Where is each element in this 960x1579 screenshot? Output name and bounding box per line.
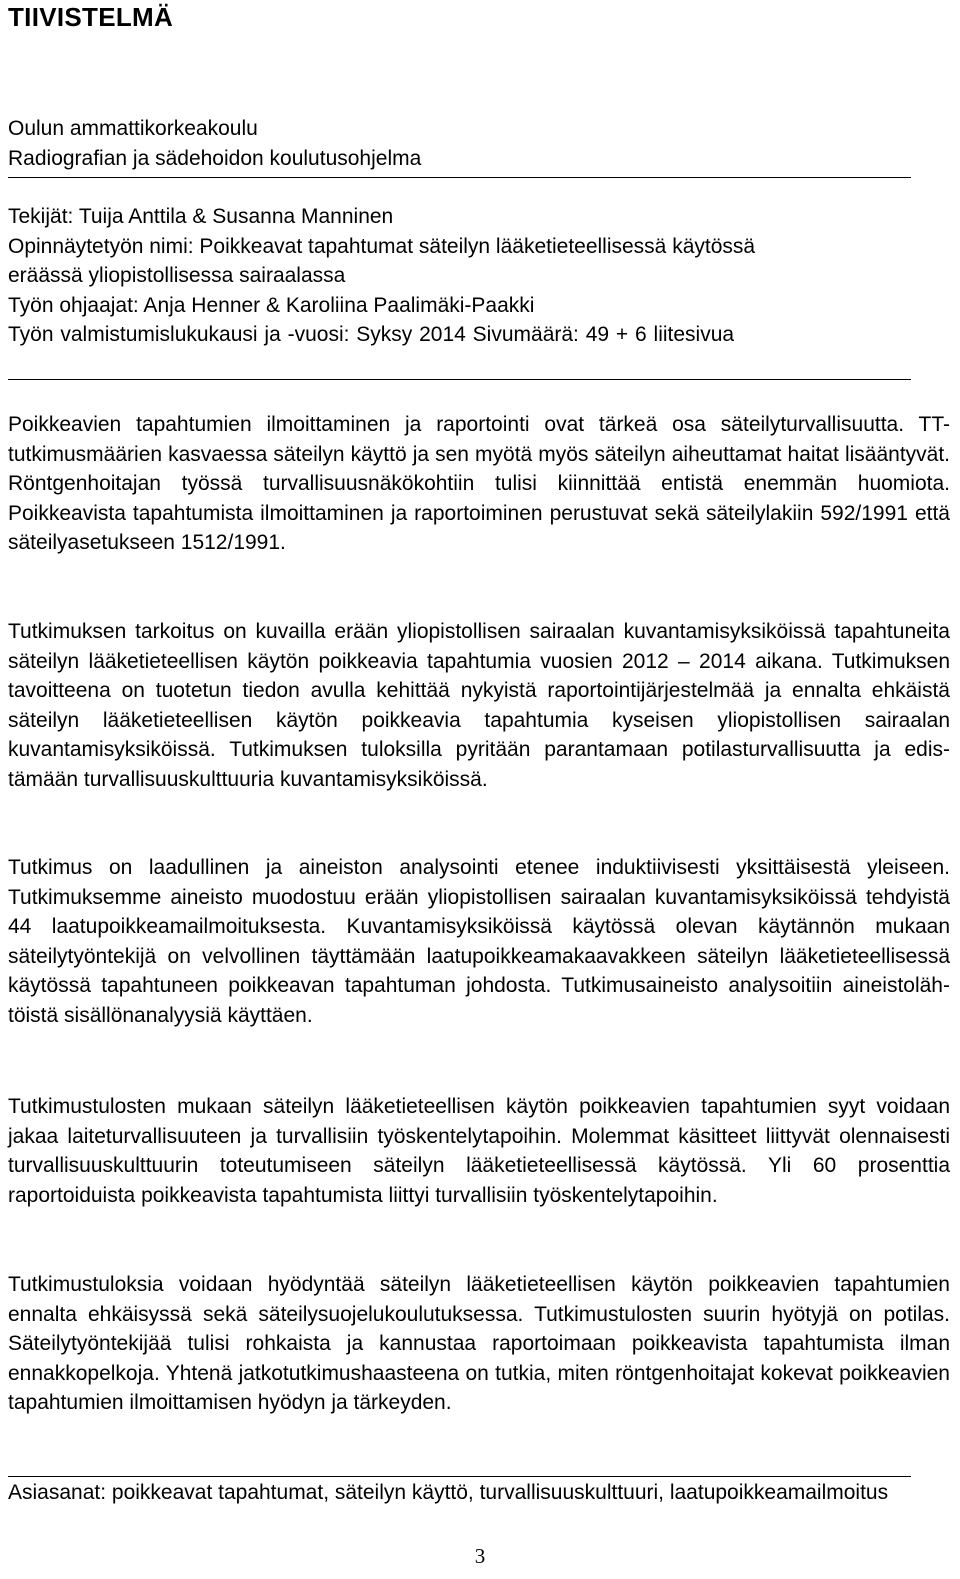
divider-top [8,177,911,178]
keywords: Asiasanat: poikkeavat tapahtumat, säteilyn käyttö, turvallisuuskulttuuri, laatupoikkeamailmoitus [8,1481,889,1504]
degree-programme: Radiografian ja sädehoidon koulutusohjelma [8,146,422,170]
abstract-paragraph-1: Poikkeavien tapahtumien ilmoittaminen ja raportointi ovat tärkeä osa säteilyturvallisuutta. TT-tutkimusmäärien kasvaessa säteilyn käyttö ja sen myötä myös säteilyn aiheuttamat haitat lisääntyvät. Röntgenhoitajan työssä turvallisuusnäkökohtiin tulisi kiinnittää entistä enemmän huomiota. Poikkeavista tapahtumista ilmoittaminen ja raportoiminen perustuvat sekä säteilylakiin 592/1991 että säteilyasetukseen 1512/1991. [8,413,950,554]
thesis-title-line-2: eräässä yliopistollisessa sairaalassa [8,264,346,287]
abstract-paragraph-4: Tutkimustulosten mukaan säteilyn lääketieteellisen käytön poikkeavien tapahtumien syyt voidaan jakaa laiteturvallisuuteen ja turvallisiin työskentelytapoihin. Molemmat käsitteet liittyvät olennaisesti turvallisuuskulttuurin toteutumiseen säteilyn lääketieteellisessä käytössä. Yli 60 prosenttia raportoiduista poikkeavista tapahtumista liittyi turvallisiin työskentelytapoihin. [8,1095,950,1207]
abstract-paragraph-5: Tutkimustuloksia voidaan hyödyntää säteilyn lääketieteellisen käytön poikkeavien tapahtumien ennalta ehkäisyssä sekä säteilysuojelukoulutuksessa. Tutkimustulosten suurin hyötyjä on potilas. Säteilytyöntekijää tulisi rohkaista ja kannustaa raportoimaan poikkeavista tapahtumista ilman ennakkopelkoja. Yhtenä jatkotutkimushaasteena on tutkia, miten röntgenhoitajat kokevat poikkeavien tapahtumien ilmoittamisen hyödyn ja tärkeyden. [8,1273,950,1414]
authors-line: Tekijät: Tuija Anttila & Susanna Manninen [8,205,394,228]
page-heading: TIIVISTELMÄ [8,2,174,32]
abstract-paragraph-2: Tutkimuksen tarkoitus on kuvailla erään yliopistollisen sairaalan kuvantamisyksiköissä tapahtuneita säteilyn lääketieteellisen käytön poikkeavia tapahtumia vuosien 2012 – 2014 aikana. Tutkimuksen tavoitteena on tuotetun tiedon avulla kehittää nykyistä raportointijärjestelmää ja ennalta ehkäistä säteilyn lääketieteellisen käytön poikkeavia tapahtumia kyseisen yliopistollisen sairaalan kuvantamisyksiköissä. Tutkimuksen tuloksilla pyritään parantamaan potilasturvallisuutta ja edistämään turvallisuuskulttuuria kuvantamisyksiköissä. [8,620,950,791]
institution-block [8,114,953,173]
divider-middle [8,379,911,380]
divider-bottom [8,1476,911,1477]
thesis-details [8,202,953,350]
completion-line: Työn valmistumislukukausi ja -vuosi: Syksy 2014 Sivumäärä: 49 + 6 liitesivua [8,323,735,346]
thesis-title-line-1: Opinnäytetyön nimi: Poikkeavat tapahtumat säteilyn lääketieteellisessä käytössä [8,234,756,258]
abstract-paragraph-3: Tutkimus on laadullinen ja aineiston analysointi etenee induktiivisesti yksittäisestä yleiseen. Tutkimuksemme aineisto muodostuu erään yliopistollisen sairaalan kuvantamisyksiköissä tehdyistä 44 laatupoikkeamailmoituksesta. Kuvantamisyksiköissä käytössä olevan käytännön mukaan säteilytyöntekijä on velvollinen täyttämään laatupoikkeamakaavakkeen säteilyn lääketieteellisessä käytössä tapahtuneen poikkeavan tapahtuman johdosta. Tutkimusaineisto analysoitiin aineistolähtöistä sisällönanalyysiä käyttäen. [8,856,950,1027]
supervisors-line: Työn ohjaajat: Anja Henner & Karoliina Paalimäki-Paakki [8,293,535,317]
page-number: 3 [474,1544,486,1568]
institution-name: Oulun ammattikorkeakoulu [8,117,258,140]
